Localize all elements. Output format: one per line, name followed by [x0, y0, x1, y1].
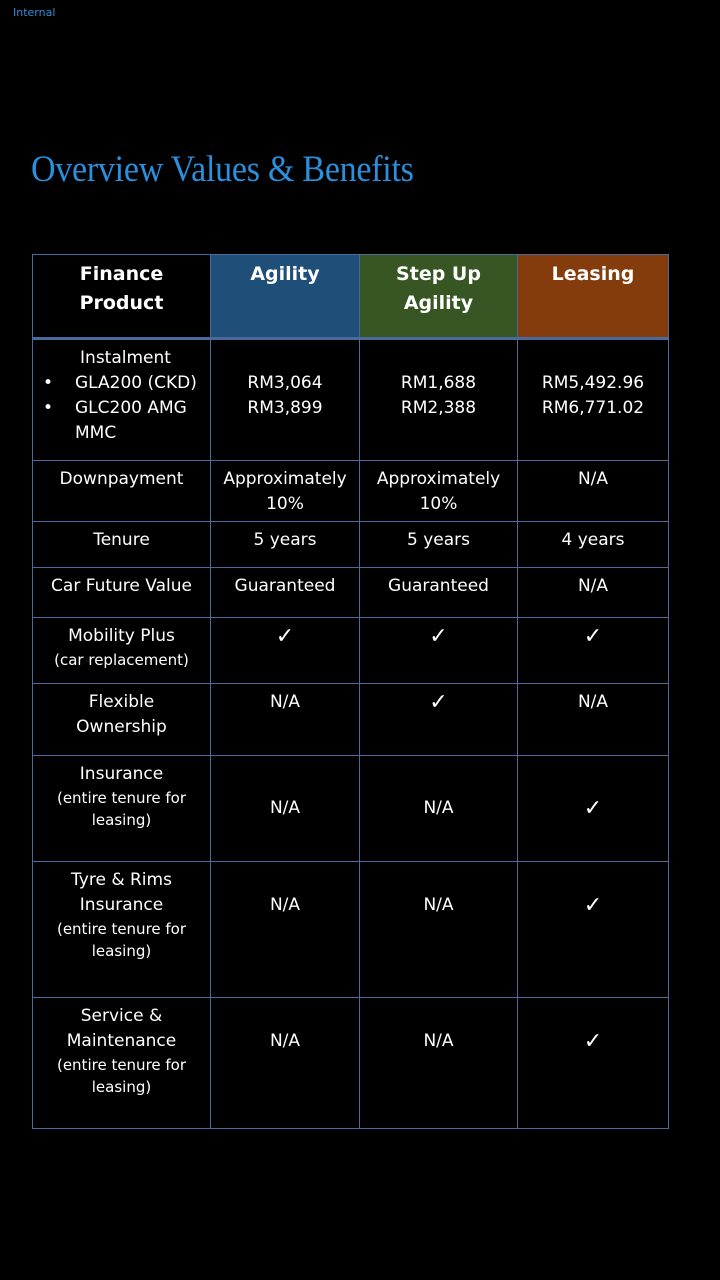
- cell-tenure-leasing: 4 years: [518, 522, 669, 568]
- table-row-tenure: [33, 522, 669, 568]
- cell-ownership-stepup: [360, 684, 518, 756]
- row-label-mobility: Mobility Plus (car replacement): [33, 618, 211, 684]
- cell-ownership-agility: N/A: [211, 684, 360, 756]
- cell-ownership-leasing: N/A: [518, 684, 669, 756]
- cell-insurance-agility: N/A: [211, 756, 360, 862]
- table-row-downpayment: [33, 461, 669, 522]
- cell-tyre-leasing: [518, 862, 669, 998]
- check-icon: ✓: [429, 690, 448, 715]
- header-finance-product: Finance Product: [33, 255, 211, 339]
- cell-mobility-agility: [211, 618, 360, 684]
- comparison-table: [32, 254, 669, 1129]
- cell-tenure-stepup: 5 years: [360, 522, 518, 568]
- row-label-tyre: Tyre & Rims Insurance (entire tenure for leasing): [33, 862, 211, 998]
- table-row-insurance: [33, 756, 669, 862]
- row-label-downpayment: Downpayment: [33, 461, 211, 522]
- check-icon: ✓: [583, 1029, 603, 1054]
- table-row-future-value: [33, 568, 669, 618]
- cell-instalment-stepup: RM1,688 RM2,388: [360, 339, 518, 461]
- row-label-instalment: Instalment • GLA200 (CKD) • GLC200 AMG MMC: [33, 339, 211, 461]
- row-label-service: Service & Maintenance (entire tenure for leasing): [33, 998, 211, 1129]
- table-row-tyre: [33, 862, 669, 998]
- classification-label: Internal: [13, 6, 56, 19]
- header-leasing: Leasing: [518, 255, 669, 339]
- cell-mobility-leasing: [518, 618, 669, 684]
- cell-downpayment-leasing: N/A: [518, 461, 669, 522]
- cell-future-value-leasing: N/A: [518, 568, 669, 618]
- header-step-up-agility: Step Up Agility: [360, 255, 518, 339]
- cell-tyre-agility: N/A: [211, 862, 360, 998]
- cell-downpayment-agility: Approximately 10%: [211, 461, 360, 522]
- table-header-row: [33, 255, 669, 339]
- row-label-insurance: Insurance (entire tenure for leasing): [33, 756, 211, 862]
- check-icon: ✓: [583, 624, 603, 649]
- cell-future-value-agility: Guaranteed: [211, 568, 360, 618]
- check-icon: ✓: [583, 893, 603, 918]
- table-row-mobility: [33, 618, 669, 684]
- cell-tyre-stepup: N/A: [360, 862, 518, 998]
- cell-service-leasing: [518, 998, 669, 1129]
- table-row-ownership: [33, 684, 669, 756]
- cell-instalment-agility: RM3,064 RM3,899: [211, 339, 360, 461]
- cell-downpayment-stepup: Approximately 10%: [360, 461, 518, 522]
- table-row-instalment: [33, 339, 669, 461]
- page-title: Overview Values & Benefits: [31, 149, 414, 190]
- row-label-tenure: Tenure: [33, 522, 211, 568]
- cell-service-stepup: N/A: [360, 998, 518, 1129]
- row-label-future-value: Car Future Value: [33, 568, 211, 618]
- row-label-ownership: Flexible Ownership: [33, 684, 211, 756]
- cell-instalment-leasing: RM5,492.96 RM6,771.02: [518, 339, 669, 461]
- check-icon: ✓: [275, 624, 295, 649]
- cell-insurance-stepup: N/A: [360, 756, 518, 862]
- check-icon: ✓: [583, 796, 603, 821]
- check-icon: ✓: [429, 624, 448, 649]
- header-agility: Agility: [211, 255, 360, 339]
- cell-tenure-agility: 5 years: [211, 522, 360, 568]
- cell-insurance-leasing: [518, 756, 669, 862]
- table-row-service: [33, 998, 669, 1129]
- cell-service-agility: N/A: [211, 998, 360, 1129]
- cell-future-value-stepup: Guaranteed: [360, 568, 518, 618]
- cell-mobility-stepup: [360, 618, 518, 684]
